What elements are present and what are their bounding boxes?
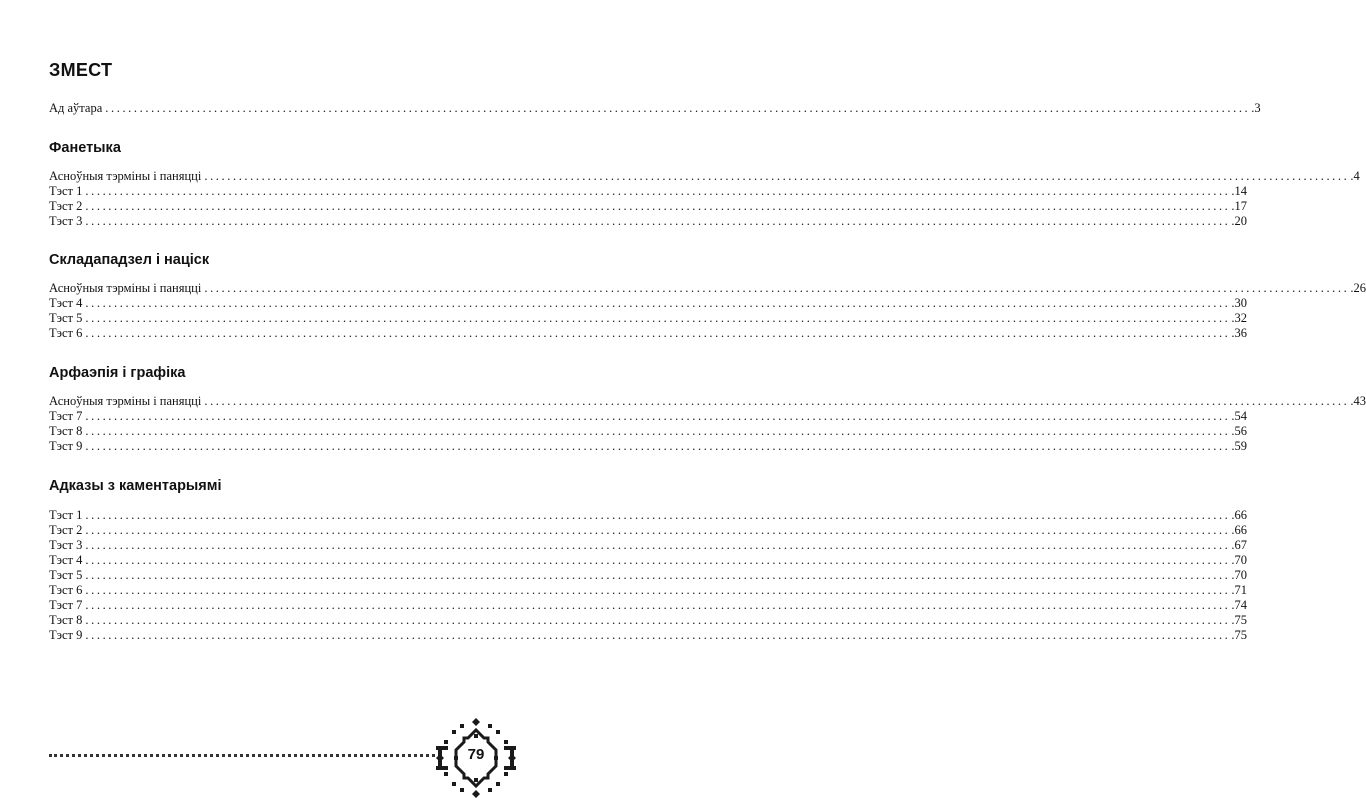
toc-leader-dots: ........................................................................................................................................................................................................ — [85, 214, 1231, 228]
page-number: 79 — [467, 746, 485, 763]
toc-entry-page: .67 — [1231, 538, 1248, 552]
toc-entry — [49, 439, 1248, 454]
toc-entry — [49, 214, 1248, 229]
toc-entry-page: .14 — [1231, 184, 1248, 198]
toc-leader-dots: ........................................................................................................................................................................................................ — [85, 628, 1231, 642]
toc-entry-title: Асноўныя тэрміны і паняцці — [49, 394, 202, 408]
toc-entry-title: Тэст 1 — [49, 184, 83, 198]
toc-entry-title: Тэст 1 — [49, 508, 83, 522]
toc-entry-title: Тэст 3 — [49, 214, 83, 228]
toc-entry — [49, 508, 1248, 523]
toc-leader-dots: ........................................................................................................................................................................................................ — [85, 199, 1231, 213]
toc-entry-page: .43 — [1350, 394, 1366, 408]
toc-entry-page: .26 — [1350, 281, 1366, 295]
toc-entry-title: Тэст 9 — [49, 439, 83, 453]
toc-entry — [49, 538, 1248, 553]
toc-entry — [49, 184, 1248, 199]
toc-leader-dots: ........................................................................................................................................................................................................ — [85, 311, 1231, 325]
toc-entry-page: .54 — [1231, 409, 1248, 423]
toc-entry-title: Тэст 8 — [49, 424, 83, 438]
toc-entry-title: Тэст 2 — [49, 523, 83, 537]
toc-entry-page: .32 — [1231, 311, 1248, 325]
toc-section-list — [49, 394, 1366, 454]
toc-entry-title: Ад аўтара — [49, 101, 103, 115]
toc-section-list — [49, 169, 1360, 229]
toc-entry-title: Тэст 4 — [49, 296, 83, 310]
toc-leader-dots: ........................................................................................................................................................................................................ — [85, 538, 1231, 552]
toc-entry — [49, 199, 1248, 214]
toc-leader-dots: ........................................................................................................................................................................................................ — [85, 598, 1231, 612]
toc-entry-page: .30 — [1231, 296, 1248, 310]
toc-entry-title: Тэст 5 — [49, 568, 83, 582]
toc-entry-title: Тэст 3 — [49, 538, 83, 552]
toc-entry-page: .71 — [1231, 583, 1248, 597]
toc-entry-title: Тэст 9 — [49, 628, 83, 642]
toc-entry-title: Асноўныя тэрміны і паняцці — [49, 169, 202, 183]
toc-leader-dots: ........................................................................................................................................................................................................ — [85, 568, 1231, 582]
toc-entry — [49, 553, 1248, 568]
section-heading-syllables: Складападзел і націск — [49, 252, 210, 268]
toc-entry-page: .70 — [1231, 553, 1248, 567]
toc-leader-dots: ........................................................................................................................................................................................................ — [85, 184, 1231, 198]
toc-entry-page: .66 — [1231, 508, 1248, 522]
toc-leader-dots: ........................................................................................................................................................................................................ — [85, 523, 1231, 537]
toc-entry-page: .75 — [1231, 613, 1248, 627]
toc-leader-dots: ........................................................................................................................................................................................................ — [85, 424, 1231, 438]
toc-leader-dots: ........................................................................................................................................................................................................ — [105, 101, 1251, 115]
toc-entry — [49, 523, 1248, 538]
toc-leader-dots: ........................................................................................................................................................................................................ — [204, 394, 1350, 408]
toc-entry-page: .74 — [1231, 598, 1248, 612]
toc-entry — [49, 598, 1248, 613]
toc-leader-dots: ........................................................................................................................................................................................................ — [85, 553, 1231, 567]
toc-entry-page: .3 — [1251, 101, 1261, 115]
toc-entry — [49, 424, 1248, 439]
toc-leader-dots: ........................................................................................................................................................................................................ — [85, 583, 1231, 597]
toc-entry-page: .66 — [1231, 523, 1248, 537]
toc-entry-page: .75 — [1231, 628, 1248, 642]
toc-leader-dots: ........................................................................................................................................................................................................ — [204, 281, 1350, 295]
section-heading-phonetics: Фанетыка — [49, 140, 121, 156]
toc-entry — [49, 101, 1261, 116]
toc-entry-page: .20 — [1231, 214, 1248, 228]
toc-leader-dots: ........................................................................................................................................................................................................ — [85, 409, 1231, 423]
section-heading-answers: Адказы з каментарыямі — [49, 478, 222, 494]
toc-leader-dots: ........................................................................................................................................................................................................ — [204, 169, 1350, 183]
footer-dotted-rule — [49, 754, 435, 757]
toc-entry — [49, 409, 1248, 424]
toc-entry-title: Тэст 6 — [49, 326, 83, 340]
toc-entry-title: Тэст 7 — [49, 409, 83, 423]
toc-entry-title: Тэст 4 — [49, 553, 83, 567]
toc-leader-dots: ........................................................................................................................................................................................................ — [85, 613, 1231, 627]
toc-leader-dots: ........................................................................................................................................................................................................ — [85, 326, 1231, 340]
toc-section-list — [49, 281, 1366, 341]
toc-entry-page: .17 — [1231, 199, 1248, 213]
toc-leader-dots: ........................................................................................................................................................................................................ — [85, 296, 1231, 310]
toc-entry-page: .70 — [1231, 568, 1248, 582]
toc-entry-page: .36 — [1231, 326, 1248, 340]
toc-entry — [49, 628, 1248, 643]
toc-entry-page: .59 — [1231, 439, 1248, 453]
section-heading-orthoepy: Арфаэпія і графіка — [49, 365, 186, 381]
toc-entry — [49, 326, 1248, 341]
toc-leader-dots: ........................................................................................................................................................................................................ — [85, 439, 1231, 453]
toc-entry — [49, 169, 1360, 184]
toc-entry — [49, 568, 1248, 583]
toc-entry-title: Тэст 2 — [49, 199, 83, 213]
toc-entry-title: Асноўныя тэрміны і паняцці — [49, 281, 202, 295]
toc-entry — [49, 296, 1248, 311]
toc-entry — [49, 311, 1248, 326]
toc-entry-page: .4 — [1350, 169, 1360, 183]
toc-entry — [49, 394, 1366, 409]
toc-entry-page: .56 — [1231, 424, 1248, 438]
toc-intro-list — [49, 101, 1261, 116]
toc-entry-title: Тэст 5 — [49, 311, 83, 325]
toc-entry — [49, 613, 1248, 628]
toc-entry — [49, 583, 1248, 598]
toc-leader-dots: ........................................................................................................................................................................................................ — [85, 508, 1231, 522]
toc-section-list — [49, 508, 1248, 643]
toc-entry — [49, 281, 1366, 296]
toc-entry-title: Тэст 6 — [49, 583, 83, 597]
page-title: ЗМЕСТ — [49, 60, 113, 80]
toc-entry-title: Тэст 7 — [49, 598, 83, 612]
toc-entry-title: Тэст 8 — [49, 613, 83, 627]
